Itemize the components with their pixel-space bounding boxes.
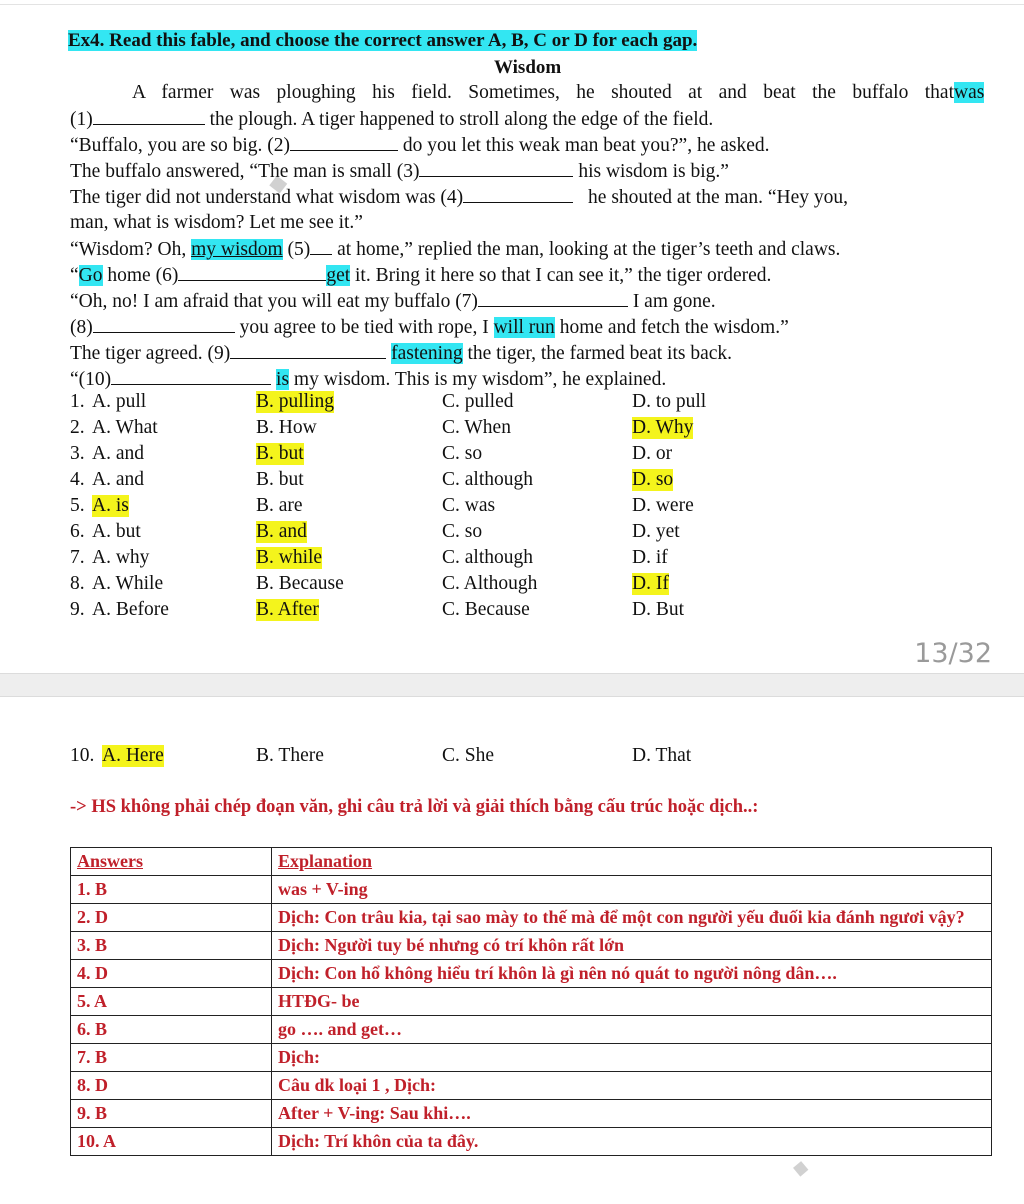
option-a: A. Here xyxy=(102,745,164,766)
option-b: B. but xyxy=(256,469,304,490)
story-line-1: A farmer was ploughing his field. Sometimes, he shouted at and beat the buffalo thatwas xyxy=(132,82,985,103)
option-d: D. If xyxy=(632,573,669,594)
option-c: C. was xyxy=(442,495,496,516)
option-b: B. How xyxy=(256,417,317,438)
option-a: A. pull xyxy=(92,391,147,412)
option-d: D. were xyxy=(632,495,694,516)
top-divider xyxy=(0,4,1024,5)
option-c: C. When xyxy=(442,417,511,438)
option-a: A. and xyxy=(92,469,144,490)
option-d: D. That xyxy=(632,745,692,766)
table-row: 4. D Dịch: Con hổ không hiểu trí khôn là gì nên nó quát to người nông dân…. xyxy=(71,960,992,988)
story-line-7: “Wisdom? Oh, my wisdom (5) at home,” replied the man, looking at the tiger’s teeth and claws. xyxy=(70,236,994,263)
option-d: D. if xyxy=(632,547,668,568)
table-row: 9. B After + V-ing: Sau khi…. xyxy=(71,1100,992,1128)
option-b: B. but xyxy=(256,443,304,464)
page-break xyxy=(0,673,1024,697)
table-row: 6. B go …. and get… xyxy=(71,1016,992,1044)
table-row: 8. D Câu dk loại 1 , Dịch: xyxy=(71,1072,992,1100)
gap-3 xyxy=(419,158,573,177)
table-row: 7. B Dịch: xyxy=(71,1044,992,1072)
answer-table xyxy=(70,847,992,1156)
option-b: B. are xyxy=(256,495,303,516)
option-c: C. Although xyxy=(442,573,538,594)
gap-5 xyxy=(310,236,332,255)
watermark-logo: · xyxy=(770,1135,833,1204)
story-line-6: man, what is wisdom? Let me see it.” xyxy=(70,212,363,233)
option-b: B. Because xyxy=(256,573,344,594)
table-header: Answers Explanation xyxy=(71,848,992,876)
option-b: B. pulling xyxy=(256,391,335,412)
option-b: B. and xyxy=(256,521,307,542)
option-d: D. yet xyxy=(632,521,680,542)
option-a: A. why xyxy=(92,547,150,568)
story-line-8: “Go home (6) get it. Bring it here so that I can see it,” the tiger ordered. xyxy=(70,262,994,289)
instruction-note: -> HS không phải chép đoạn văn, ghi câu trả lời và giải thích bằng cấu trúc hoặc dịch..: xyxy=(70,797,759,817)
story-line-9: “Oh, no! I am afraid that you will eat my buffalo (7) I am gone. xyxy=(70,288,994,315)
option-d: D. Why xyxy=(632,417,694,438)
gap-6 xyxy=(178,262,326,281)
option-a: A. Before xyxy=(92,599,169,620)
gap-4 xyxy=(463,184,573,203)
story-line-3: “Buffalo, you are so big. (2) do you let this weak man beat you?”, he asked. xyxy=(70,132,994,159)
option-c: C. pulled xyxy=(442,391,514,412)
table-row: 10. A Dịch: Trí khôn của ta đây. xyxy=(71,1128,992,1156)
gap-8 xyxy=(93,314,235,333)
option-a: A. and xyxy=(92,443,144,464)
option-a: A. While xyxy=(92,573,164,594)
option-b: B. while xyxy=(256,547,323,568)
option-c: C. She xyxy=(442,745,495,766)
watermark-logo: · xyxy=(238,149,319,221)
option-b: B. There xyxy=(256,745,324,766)
table-row: 5. A HTĐG- be xyxy=(71,988,992,1016)
page-indicator: 13/32 xyxy=(914,638,992,669)
option-c: C. although xyxy=(442,469,533,490)
option-row-10: 10. A. Here B. There C. She D. That xyxy=(70,745,692,766)
option-a: A. but xyxy=(92,521,141,542)
story-line-2: (1) the plough. A tiger happened to stroll along the edge of the field. xyxy=(70,106,994,133)
option-d: D. to pull xyxy=(632,391,707,412)
story-line-4: The buffalo answered, “The man is small (3) his wisdom is big.” xyxy=(70,158,994,185)
story-line-12: “(10) is my wisdom. This is my wisdom”, he explained. xyxy=(70,366,994,393)
table-row: 1. B was + V-ing xyxy=(71,876,992,904)
gap-7 xyxy=(478,288,628,307)
story-line-5: The tiger did not understand what wisdom was (4) he shouted at the man. “Hey you, xyxy=(70,184,994,211)
option-b: B. After xyxy=(256,599,319,620)
exercise-title: Ex4. Read this fable, and choose the correct answer A, B, C or D for each gap. xyxy=(68,30,698,51)
story-line-10: (8) you agree to be tied with rope, I will run home and fetch the wisdom.” xyxy=(70,314,994,341)
option-a: A. What xyxy=(92,417,158,438)
story-line-11: The tiger agreed. (9) fastening the tiger, the farmed beat its back. xyxy=(70,340,994,367)
gap-2 xyxy=(290,132,398,151)
worksheet-page: Ex4. Read this fable, and choose the correct answer A, B, C or D for each gap. Wisdom A farmer was ploughing his field. Sometimes, he shouted at and beat the buffalo thatwas (1) the plough. A tiger happened to stroll along the edge of the field. “Buffalo, you are so big. (2) do you let this weak man beat you?”, he asked. The buffalo answered, “The man is small (3) his wisdom is big.” The tiger did not understand what wisdom was (4) he shouted at the man. “Hey you, man, what is wisdom? Let me see it.” “Wisdom? Oh, my wisdom (5) at home,” replied the man, looking at the tiger’s teeth and claws. “Go home (6) get it. Bring it here so that I can see it,” the tiger ordered. “Oh, no! I am afraid that you will eat my buffalo (7) I am gone. (8) you agree to be tied with rope, I will run home and fetch the wisdom.” The tiger agreed. (9) fastening the tiger, the farmed beat its back. “(10) is my wisdom. This is my wisdom”, he explained. 1. A. pull B. pulling C. pulled D. to pull 2. A. What B. How C. When D. Why 3. A. and B. but C. so D. or 4. A. and B. but C. although D. so 5. A. is B. are C. was D. were 6. A. but B. and C. so D. yet 7. A. why B. while C. although D. if 8. A. While B. Because C. Although D. If 9. A. Before B. After C. Because D. But 13/32 10. A. Here B. There C. She D. That -> HS không phải chép đoạn văn, ghi câu trả lời và giải thích bằng cấu trúc hoặc dịch..: Answers Explanation 1. B was + V-ing 2. D Dịch: Con trâu kia, tại sao mày to thế mà để một con người yếu đuối kia đánh ngươi vậy? 3. B Dịch: Người tuy bé nhưng có trí khôn rất lớn 4. D Dịch: Con hổ không hiểu trí khôn là gì nên nó quát to người nông dân…. 5. A HTĐG- be 6. B go …. and get… 7. B Dịch: 8. D Câu dk loại 1 , Dịch: 9. B After + V-ing: Sau khi…. 10. A Dịch: Trí khôn của ta đây. · · xyxy=(0,0,1024,1180)
option-c: C. Because xyxy=(442,599,530,620)
option-d: D. so xyxy=(632,469,674,490)
option-a: A. is xyxy=(92,495,129,516)
option-c: C. although xyxy=(442,547,533,568)
option-c: C. so xyxy=(442,521,483,542)
table-row: 2. D Dịch: Con trâu kia, tại sao mày to thế mà để một con người yếu đuối kia đánh ngươi vậy? xyxy=(71,904,992,932)
gap-9 xyxy=(230,340,386,359)
story-title: Wisdom xyxy=(494,57,562,78)
gap-10 xyxy=(111,366,271,385)
option-c: C. so xyxy=(442,443,483,464)
table-row: 3. B Dịch: Người tuy bé nhưng có trí khôn rất lớn xyxy=(71,932,992,960)
gap-1 xyxy=(93,106,205,125)
option-d: D. But xyxy=(632,599,685,620)
option-d: D. or xyxy=(632,443,673,464)
